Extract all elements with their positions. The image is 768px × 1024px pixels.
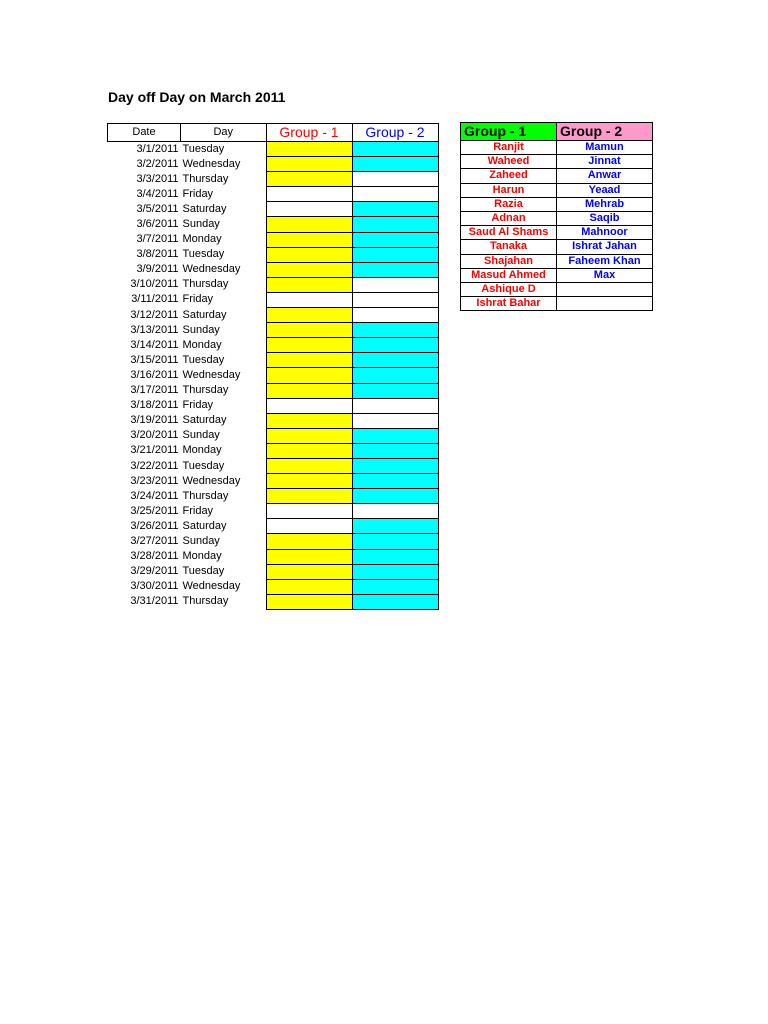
group2-cell bbox=[352, 142, 438, 157]
day-cell: Sunday bbox=[182, 323, 220, 336]
group1-cell bbox=[266, 428, 352, 443]
member-row bbox=[461, 155, 653, 169]
schedule-row bbox=[108, 187, 439, 202]
day-cell: Saturday bbox=[182, 519, 227, 532]
group1-cell bbox=[266, 398, 352, 413]
group1-cell bbox=[266, 232, 352, 247]
group2-cell bbox=[352, 474, 438, 489]
date-cell: 3/15/2011 bbox=[130, 353, 179, 366]
date-cell: 3/23/2011 bbox=[130, 474, 179, 487]
group2-cell bbox=[352, 262, 438, 277]
day-cell: Thursday bbox=[182, 595, 229, 608]
member-row bbox=[461, 141, 653, 155]
group2-cell bbox=[352, 323, 438, 338]
group1-cell bbox=[266, 564, 352, 579]
group1-cell bbox=[266, 262, 352, 277]
group2-cell bbox=[352, 398, 438, 413]
group2-member: Saqib bbox=[557, 211, 653, 225]
group2-cell bbox=[352, 383, 438, 398]
group2-cell bbox=[352, 564, 438, 579]
group1-cell bbox=[266, 594, 352, 609]
schedule-row bbox=[108, 458, 439, 473]
schedule-row bbox=[108, 142, 439, 157]
schedule-row bbox=[108, 474, 439, 489]
day-cell: Thursday bbox=[182, 278, 229, 291]
date-cell: 3/6/2011 bbox=[136, 218, 179, 231]
date-cell: 3/16/2011 bbox=[130, 368, 179, 381]
date-cell: 3/28/2011 bbox=[130, 550, 179, 563]
group2-cell bbox=[352, 217, 438, 232]
group2-cell bbox=[352, 579, 438, 594]
group1-cell bbox=[266, 187, 352, 202]
date-cell: 3/29/2011 bbox=[130, 565, 179, 578]
group2-cell bbox=[352, 458, 438, 473]
date-cell: 3/25/2011 bbox=[130, 504, 179, 517]
group1-cell bbox=[266, 172, 352, 187]
group1-cell bbox=[266, 519, 352, 534]
schedule-row bbox=[108, 579, 439, 594]
group2-cell bbox=[352, 247, 438, 262]
group1-member: Shajahan bbox=[461, 254, 557, 268]
schedule-row bbox=[108, 564, 439, 579]
date-cell: 3/1/2011 bbox=[136, 142, 179, 155]
date-cell: 3/8/2011 bbox=[136, 248, 179, 261]
group1-member: Waheed bbox=[461, 155, 557, 169]
group2-cell bbox=[352, 187, 438, 202]
date-cell: 3/20/2011 bbox=[130, 429, 179, 442]
schedule-row bbox=[108, 277, 439, 292]
day-cell: Tuesday bbox=[182, 565, 225, 578]
schedule-row bbox=[108, 157, 439, 172]
group1-member: Harun bbox=[461, 183, 557, 197]
day-cell: Thursday bbox=[182, 172, 229, 185]
group2-member: Max bbox=[557, 268, 653, 282]
date-cell: 3/19/2011 bbox=[130, 414, 179, 427]
group2-cell bbox=[352, 504, 438, 519]
group2-cell bbox=[352, 519, 438, 534]
group2-member: Jinnat bbox=[557, 155, 653, 169]
header-day: Day bbox=[181, 124, 267, 142]
day-cell: Wednesday bbox=[182, 263, 241, 276]
schedule-row bbox=[108, 172, 439, 187]
day-cell: Tuesday bbox=[182, 142, 225, 155]
date-cell: 3/5/2011 bbox=[136, 202, 179, 215]
group1-cell bbox=[266, 292, 352, 307]
day-cell: Friday bbox=[182, 187, 214, 200]
member-row bbox=[461, 297, 653, 311]
group1-cell bbox=[266, 549, 352, 564]
group1-cell bbox=[266, 458, 352, 473]
schedule-row bbox=[108, 338, 439, 353]
member-row bbox=[461, 240, 653, 254]
group2-cell bbox=[352, 172, 438, 187]
schedule-row bbox=[108, 443, 439, 458]
schedule-row bbox=[108, 489, 439, 504]
day-cell: Wednesday bbox=[182, 474, 241, 487]
header-group1: Group - 1 bbox=[266, 124, 352, 142]
group1-cell bbox=[266, 142, 352, 157]
group1-cell bbox=[266, 247, 352, 262]
schedule-row bbox=[108, 594, 439, 609]
day-cell: Wednesday bbox=[182, 368, 241, 381]
day-cell: Friday bbox=[182, 504, 214, 517]
group1-member: Razia bbox=[461, 197, 557, 211]
schedule-row bbox=[108, 247, 439, 262]
schedule-row bbox=[108, 217, 439, 232]
day-cell: Thursday bbox=[182, 489, 229, 502]
group1-cell bbox=[266, 202, 352, 217]
date-cell: 3/2/2011 bbox=[136, 157, 179, 170]
members-header-row bbox=[461, 123, 653, 141]
group2-member: Ishrat Jahan bbox=[557, 240, 653, 254]
day-cell: Friday bbox=[182, 293, 214, 306]
group1-cell bbox=[266, 474, 352, 489]
date-cell: 3/22/2011 bbox=[130, 459, 179, 472]
group2-cell bbox=[352, 549, 438, 564]
group2-cell bbox=[352, 157, 438, 172]
group1-member: Tanaka bbox=[461, 240, 557, 254]
group1-cell bbox=[266, 489, 352, 504]
schedule-row bbox=[108, 353, 439, 368]
member-row bbox=[461, 183, 653, 197]
group2-cell bbox=[352, 534, 438, 549]
group1-cell bbox=[266, 217, 352, 232]
day-cell: Saturday bbox=[182, 414, 227, 427]
schedule-row bbox=[108, 534, 439, 549]
group-members-table bbox=[460, 122, 653, 311]
group1-cell bbox=[266, 383, 352, 398]
group1-member: Saud Al Shams bbox=[461, 226, 557, 240]
day-cell: Sunday bbox=[182, 218, 220, 231]
schedule-header-row bbox=[108, 124, 439, 142]
day-cell: Sunday bbox=[182, 534, 220, 547]
group2-cell bbox=[352, 277, 438, 292]
date-cell: 3/31/2011 bbox=[130, 595, 179, 608]
schedule-row bbox=[108, 323, 439, 338]
group2-member: Faheem Khan bbox=[557, 254, 653, 268]
date-cell: 3/12/2011 bbox=[130, 308, 179, 321]
member-row bbox=[461, 282, 653, 296]
group1-member: Ranjit bbox=[461, 141, 557, 155]
member-row bbox=[461, 254, 653, 268]
date-cell: 3/24/2011 bbox=[130, 489, 179, 502]
date-cell: 3/26/2011 bbox=[130, 519, 179, 532]
date-cell: 3/10/2011 bbox=[130, 278, 179, 291]
schedule-row bbox=[108, 262, 439, 277]
group1-cell bbox=[266, 157, 352, 172]
group2-member: Anwar bbox=[557, 169, 653, 183]
schedule-row bbox=[108, 232, 439, 247]
group1-member: Ashique D bbox=[461, 282, 557, 296]
schedule-row bbox=[108, 504, 439, 519]
group2-member: Mehrab bbox=[557, 197, 653, 211]
group1-member: Adnan bbox=[461, 211, 557, 225]
group2-member bbox=[557, 297, 653, 311]
day-cell: Friday bbox=[182, 399, 214, 412]
member-row bbox=[461, 211, 653, 225]
date-cell: 3/9/2011 bbox=[136, 263, 179, 276]
group1-cell bbox=[266, 323, 352, 338]
group2-cell bbox=[352, 443, 438, 458]
schedule-row bbox=[108, 308, 439, 323]
group1-cell bbox=[266, 534, 352, 549]
dayoff-schedule-table bbox=[107, 123, 439, 610]
group1-cell bbox=[266, 368, 352, 383]
day-cell: Monday bbox=[182, 338, 222, 351]
member-row bbox=[461, 169, 653, 183]
group2-cell bbox=[352, 232, 438, 247]
date-cell: 3/3/2011 bbox=[136, 172, 179, 185]
group1-cell bbox=[266, 308, 352, 323]
schedule-row bbox=[108, 413, 439, 428]
group2-cell bbox=[352, 428, 438, 443]
day-cell: Monday bbox=[182, 233, 222, 246]
day-cell: Sunday bbox=[182, 429, 220, 442]
day-cell: Wednesday bbox=[182, 157, 241, 170]
header-group2: Group - 2 bbox=[352, 124, 438, 142]
day-cell: Saturday bbox=[182, 308, 227, 321]
schedule-row bbox=[108, 519, 439, 534]
date-cell: 3/7/2011 bbox=[136, 233, 179, 246]
schedule-row bbox=[108, 428, 439, 443]
member-row bbox=[461, 197, 653, 211]
group1-cell bbox=[266, 579, 352, 594]
day-cell: Monday bbox=[182, 444, 222, 457]
group1-member: Masud Ahmed bbox=[461, 268, 557, 282]
group2-cell bbox=[352, 308, 438, 323]
schedule-row bbox=[108, 368, 439, 383]
day-cell: Monday bbox=[182, 550, 222, 563]
date-cell: 3/17/2011 bbox=[130, 384, 179, 397]
date-cell: 3/11/2011 bbox=[131, 293, 179, 306]
date-cell: 3/18/2011 bbox=[130, 399, 179, 412]
group2-member: Mamun bbox=[557, 141, 653, 155]
group2-cell bbox=[352, 368, 438, 383]
day-cell: Wednesday bbox=[182, 580, 241, 593]
day-cell: Saturday bbox=[182, 202, 227, 215]
group2-cell bbox=[352, 594, 438, 609]
day-cell: Tuesday bbox=[182, 248, 225, 261]
group2-cell bbox=[352, 353, 438, 368]
group1-cell bbox=[266, 338, 352, 353]
schedule-row bbox=[108, 398, 439, 413]
group2-member: Mahnoor bbox=[557, 226, 653, 240]
group1-cell bbox=[266, 353, 352, 368]
date-cell: 3/30/2011 bbox=[130, 580, 179, 593]
schedule-row bbox=[108, 202, 439, 217]
group1-cell bbox=[266, 413, 352, 428]
page-title: Day off Day on March 2011 bbox=[108, 89, 286, 105]
schedule-row bbox=[108, 383, 439, 398]
members-header-group2: Group - 2 bbox=[557, 123, 653, 141]
group1-cell bbox=[266, 277, 352, 292]
date-cell: 3/4/2011 bbox=[136, 187, 179, 200]
group2-cell bbox=[352, 202, 438, 217]
schedule-row bbox=[108, 549, 439, 564]
group2-member bbox=[557, 282, 653, 296]
members-header-group1: Group - 1 bbox=[461, 123, 557, 141]
member-row bbox=[461, 226, 653, 240]
schedule-row bbox=[108, 292, 439, 307]
day-cell: Tuesday bbox=[182, 353, 225, 366]
member-row bbox=[461, 268, 653, 282]
group1-member: Ishrat Bahar bbox=[461, 297, 557, 311]
group1-member: Zaheed bbox=[461, 169, 557, 183]
group1-cell bbox=[266, 504, 352, 519]
group2-cell bbox=[352, 489, 438, 504]
group1-cell bbox=[266, 443, 352, 458]
group2-member: Yeaad bbox=[557, 183, 653, 197]
header-date: Date bbox=[108, 124, 181, 142]
group2-cell bbox=[352, 413, 438, 428]
date-cell: 3/21/2011 bbox=[130, 444, 179, 457]
date-cell: 3/14/2011 bbox=[130, 338, 179, 351]
day-cell: Tuesday bbox=[182, 459, 225, 472]
group2-cell bbox=[352, 338, 438, 353]
date-cell: 3/13/2011 bbox=[130, 323, 179, 336]
day-cell: Thursday bbox=[182, 384, 229, 397]
group2-cell bbox=[352, 292, 438, 307]
date-cell: 3/27/2011 bbox=[130, 534, 179, 547]
